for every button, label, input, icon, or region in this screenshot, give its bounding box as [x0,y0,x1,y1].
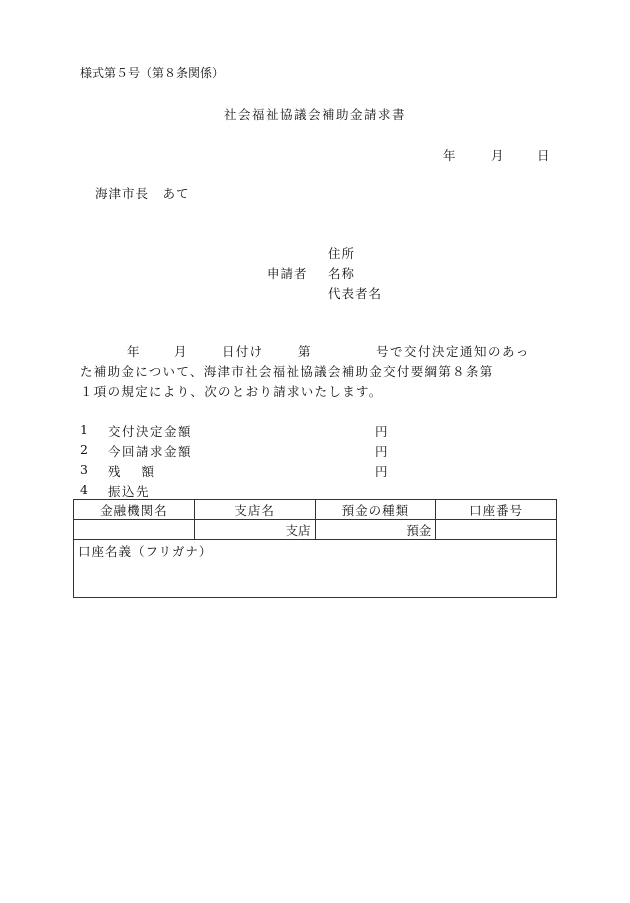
bank-name-cell[interactable] [74,520,195,540]
bank-transfer-table [73,499,557,598]
body-line3: １項の規定により、次のとおり請求いたします。 [80,384,383,399]
date-month: 月 [491,148,504,163]
addressee: 海津市長 あて [95,186,190,201]
date-year: 年 [443,148,456,163]
header-bank-name: 金融機関名 [74,500,195,520]
account-number-cell[interactable] [436,520,557,540]
item-number: 3 [80,462,88,477]
document-title: 社会福祉協議会補助金請求書 [223,107,406,122]
form-number: 様式第５号（第８条関係） [80,66,225,80]
item-number: 4 [80,482,88,497]
body-day-dated: 日付け [222,344,264,359]
body-month: 月 [174,344,187,359]
table-header-row [74,500,557,520]
name-label: 名称 [328,266,356,281]
item-label: 交付決定金額 [108,424,193,439]
item-label: 振込先 [108,484,151,499]
item-unit: 円 [375,424,388,439]
account-name-cell[interactable]: 口座名義（フリガナ） [74,540,557,598]
deposit-type-cell[interactable]: 預金 [315,520,436,540]
item-number: 2 [80,442,88,457]
body-year: 年 [127,344,140,359]
table-row [74,520,557,540]
body-line2: た補助金について、海津市社会福祉協議会補助金交付要綱第８条第 [80,364,494,379]
date-day: 日 [537,148,550,163]
header-deposit-type: 預金の種類 [315,500,436,520]
header-branch-name: 支店名 [194,500,315,520]
body-line1-tail: 号で交付決定通知のあっ [376,344,530,359]
applicant-label: 申請者 [267,266,308,281]
header-account-number: 口座番号 [436,500,557,520]
body-number-prefix: 第 [298,344,311,359]
branch-cell[interactable]: 支店 [194,520,315,540]
item-label: 残 額 [108,464,156,479]
table-row [74,540,557,598]
address-label: 住所 [328,246,356,261]
item-number: 1 [80,422,88,437]
item-label: 今回請求金額 [108,444,193,459]
representative-label: 代表者名 [328,286,383,301]
item-unit: 円 [375,444,388,459]
item-unit: 円 [375,464,388,479]
